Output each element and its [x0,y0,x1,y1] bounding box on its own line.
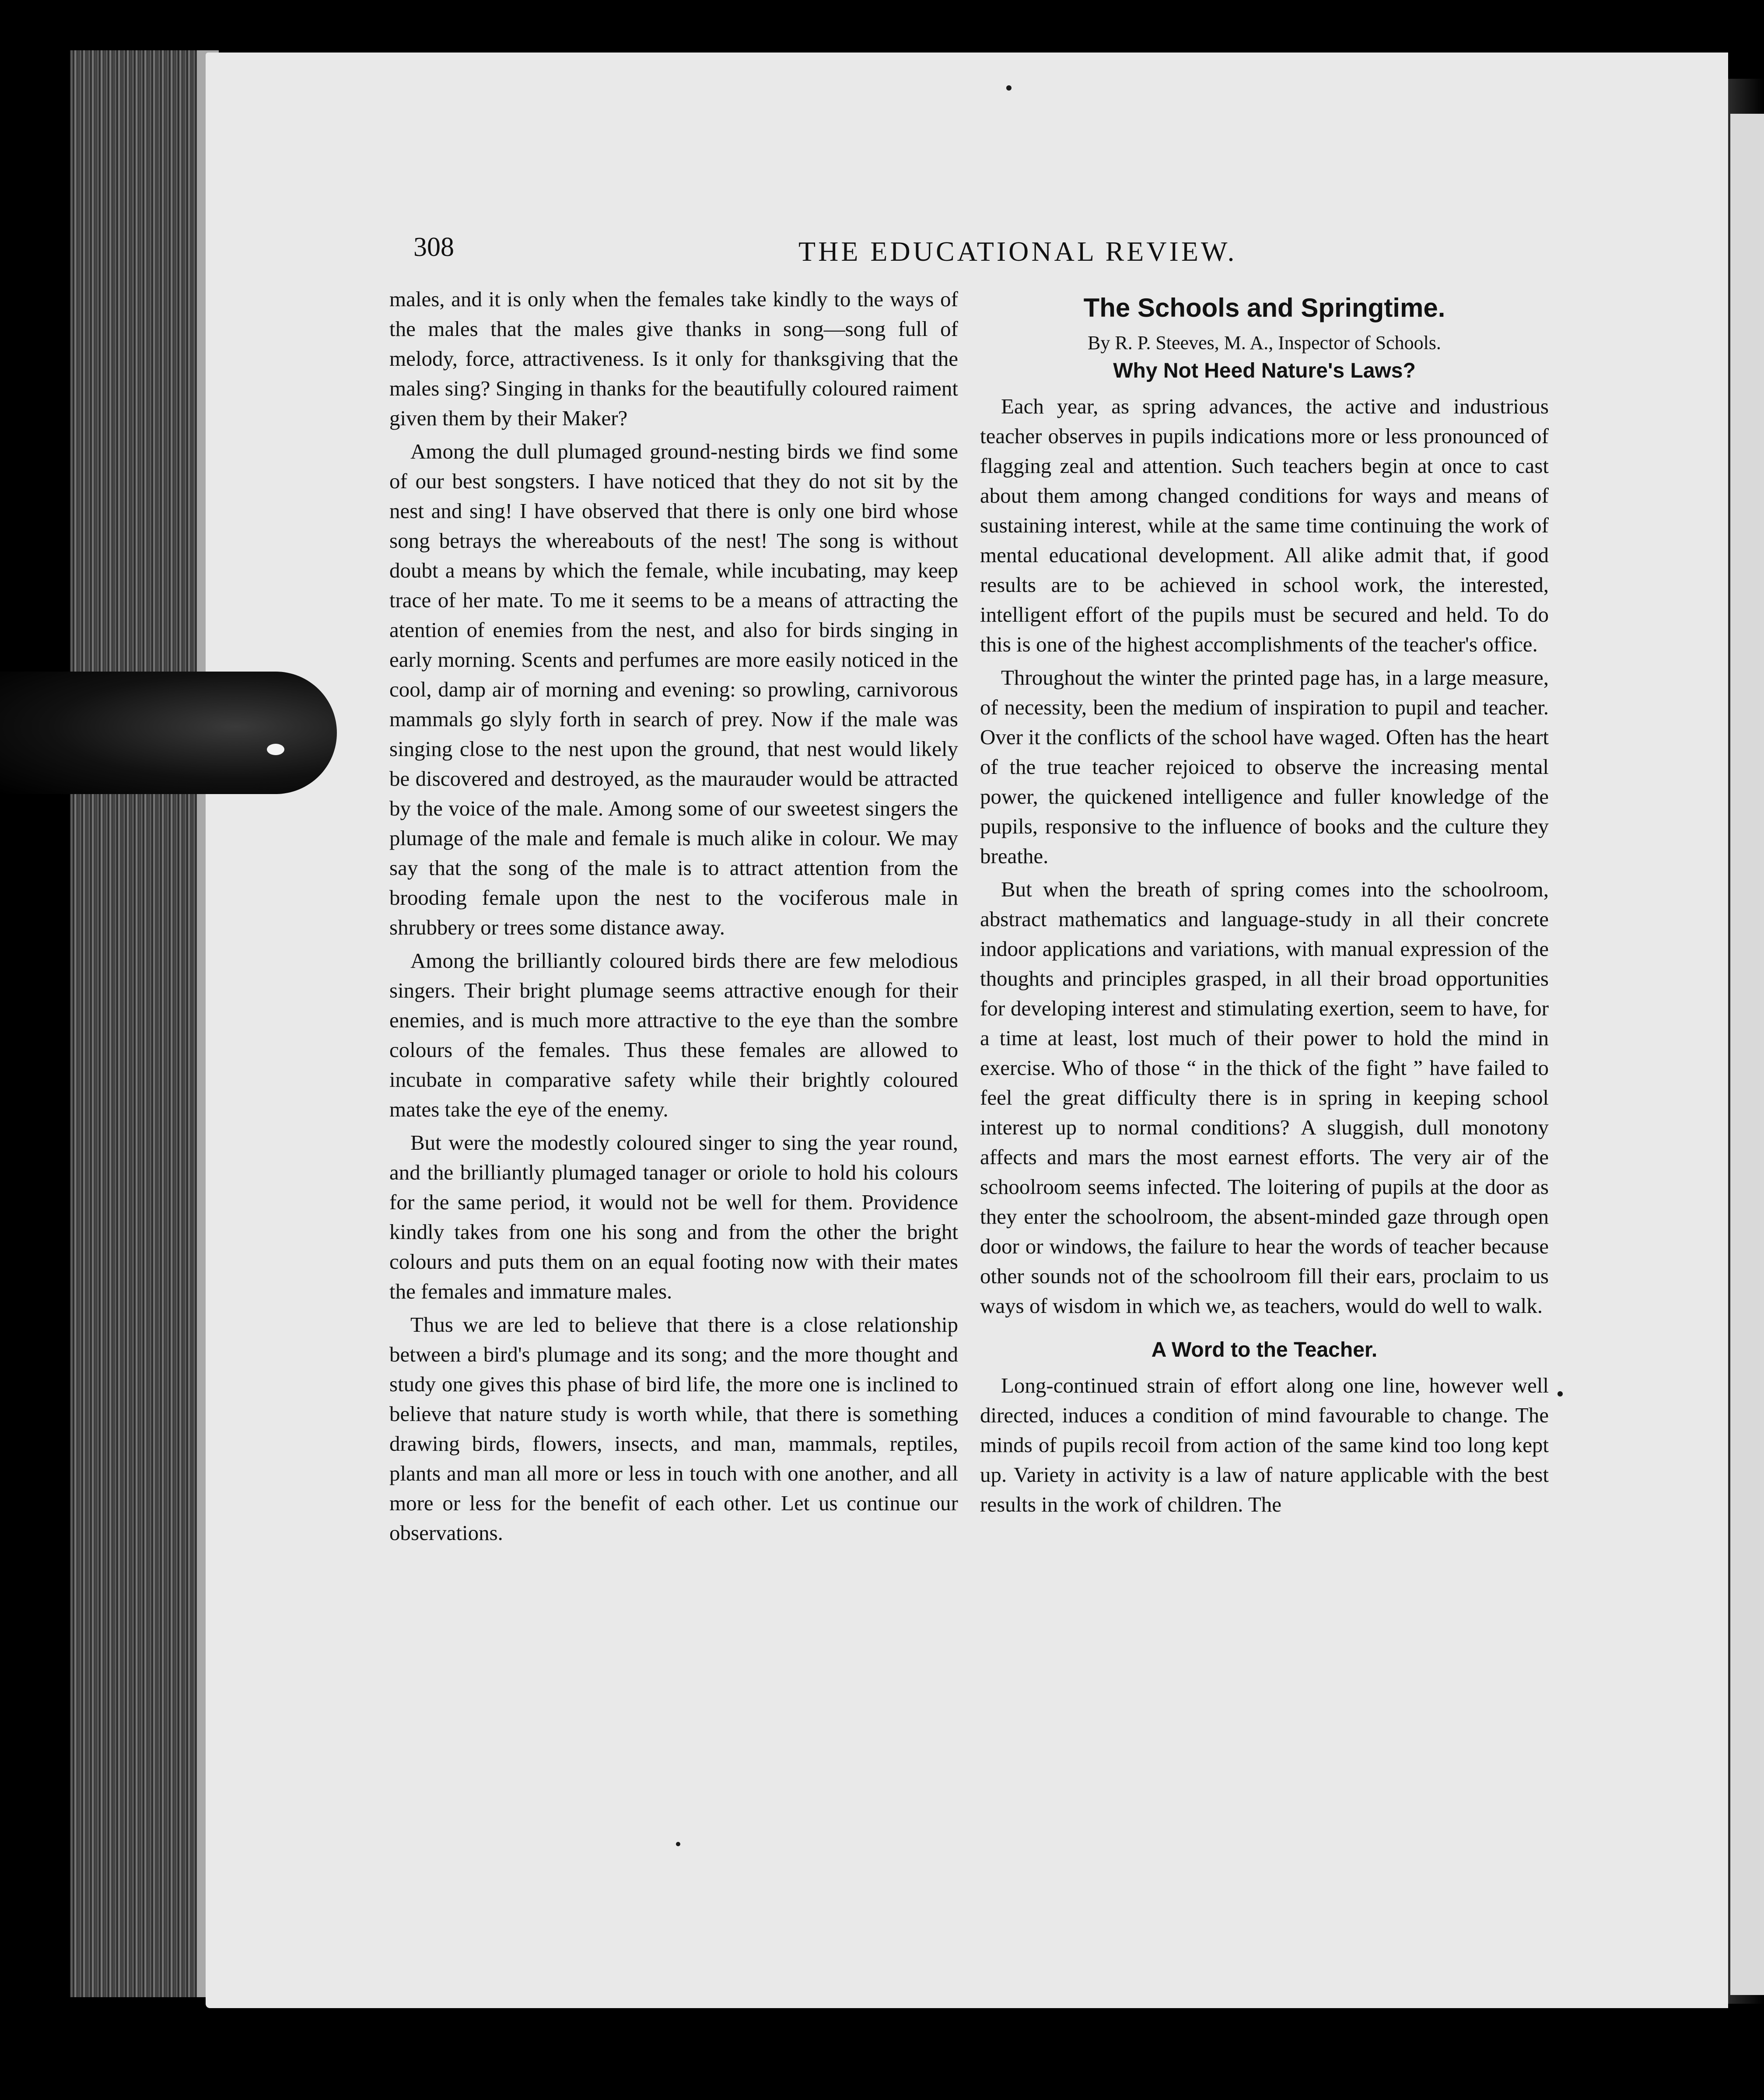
right-paragraph: But when the breath of spring comes into the schoolroom, abstract mathematics and language-study in all their concrete indoor applications and variations, with manual expression of the thoughts and principles grasped, in all their broad opportunities for developing interest and stimulating exertion, seem to have, for a time at least, lost much of their power to hold the mind in exercise. Who of those “ in the thick of the fight ” have failed to feel the great difficulty there is in spring in keeping school interest up to normal conditions? A sluggish, dull monotony affects and mars the most earnest efforts. The very air of the schoolroom seems infected. The loitering of pupils at the door as they enter the schoolroom, the absent-minded gaze through open door or windows, the failure to hear the words of teacher because other sounds not of the schoolroom fill their ears, proclaim to us ways of wisdom in which we, as teachers, would do well to walk. [980,877,1549,1318]
thumb-holding-book [0,672,337,794]
left-paragraph: But were the modestly coloured singer to sing the year round, and the brilliantly plumaged tanager or oriole to hold his colours for the same period, it would not be well for them. Providence kindly takes from one his song and from the other the bright colours and puts them on an equal footing now with their mates the females and immature males. [389,1130,958,1303]
article-title: The Schools and Springtime. [1083,293,1446,322]
right-paragraph: Each year, as spring advances, the active and industrious teacher observes in pupils indications more or less pronounced of flagging zeal and attention. Such teachers begin at once to cast about them among changed conditions for ways and means of sustaining interest, while at the same time continuing the work of mental educational development. All alike admit that, if good results are to be achieved in school work, the interested, intelligent effort of the pupils must be secured and held. To do this is one of the highest accomplishments of the teacher's office. [980,394,1549,656]
thumbnail-highlight [267,744,284,755]
right-paragraph: Throughout the winter the printed page has, in a large measure, of necessity, been the medium of inspiration to pupil and teacher. Over it the conflicts of the school have waged. Often has the heart of the true teacher rejoiced to observe the increasing mental power, the quickened intelligence and fuller knowledge of the pupils, responsive to the influence of books and the culture they breathe. [980,665,1549,868]
page-header [413,232,1236,284]
dust-speck [676,1842,680,1846]
left-paragraph: Among the brilliantly coloured birds there are few melodious singers. Their bright plumage seems attractive enough for their enemies, and is much more attractive to the eye than the sombre colours of the females. Thus these females are allowed to incubate in comparative safety while their brightly coloured mates take the eye of the enemy. [389,948,958,1121]
left-paragraph: Among the dull plumaged ground-nesting birds we find some of our best songsters. I have noticed that they do not sit by the nest and sing! I have observed that there is only one bird whose song betrays the whereabouts of the nest! The song is without doubt a means by which the female, while incubating, may keep trace of her mate. To me it seems to be a means of attracting the atention of enemies from the nest, and also for birds singing in early morning. Scents and perfumes are more easily noticed in the cool, damp air of morning and evening: so prowling, carnivorous mammals go slyly forth in search of prey. Now if the male was singing close to the nest upon the ground, that nest would likely be discovered and destroyed, as the maurauder would be attracted by the voice of the male. Among some of our sweetest singers the plumage of the male and female is much alike in colour. We may say that the song of the male is to attract attention from the brooding female upon the nest to the vociferous male in shrubbery or trees some distance away. [389,439,958,939]
section-heading: Why Not Heed Nature's Laws? [1113,359,1416,382]
left-paragraph: males, and it is only when the females take kindly to the ways of the males that the males give thanks in song—song full of melody, force, attractiveness. Is it only for thanksgiving that the males sing? Singing in thanks for the beautifully coloured raiment given them by their Maker? [389,287,958,430]
dust-speck [1558,1391,1563,1396]
left-paragraph: Thus we are led to believe that there is a close relationship between a bird's plumage and its song; and the more thought and study one gives this phase of bird life, the more one is inclined to believe that nature study is worth while, that there is something drawing birds, flowers, insects, and man, mammals, reptiles, plants and man all more or less in touch with one another, and all more or less for the benefit of each other. Let us continue our observations. [389,1312,958,1545]
section-heading: A Word to the Teacher. [1151,1338,1378,1362]
left-column [389,284,958,1548]
facing-page-sliver [1730,114,1764,1995]
running-title: THE EDUCATIONAL REVIEW. [798,236,1237,267]
right-paragraph: Long-continued strain of effort along one line, however well directed, induces a condition of mind favourable to change. The minds of pupils recoil from action of the same kind too long kept up. Variety in activity is a law of nature applicable with the best results in the work of children. The [980,1373,1549,1516]
article-byline: By R. P. Steeves, M. A., Inspector of Schools. [1088,332,1441,354]
page-number: 308 [413,232,454,262]
book-page-edges [70,50,219,1997]
dust-speck [1006,85,1012,91]
right-column [980,291,1549,1519]
